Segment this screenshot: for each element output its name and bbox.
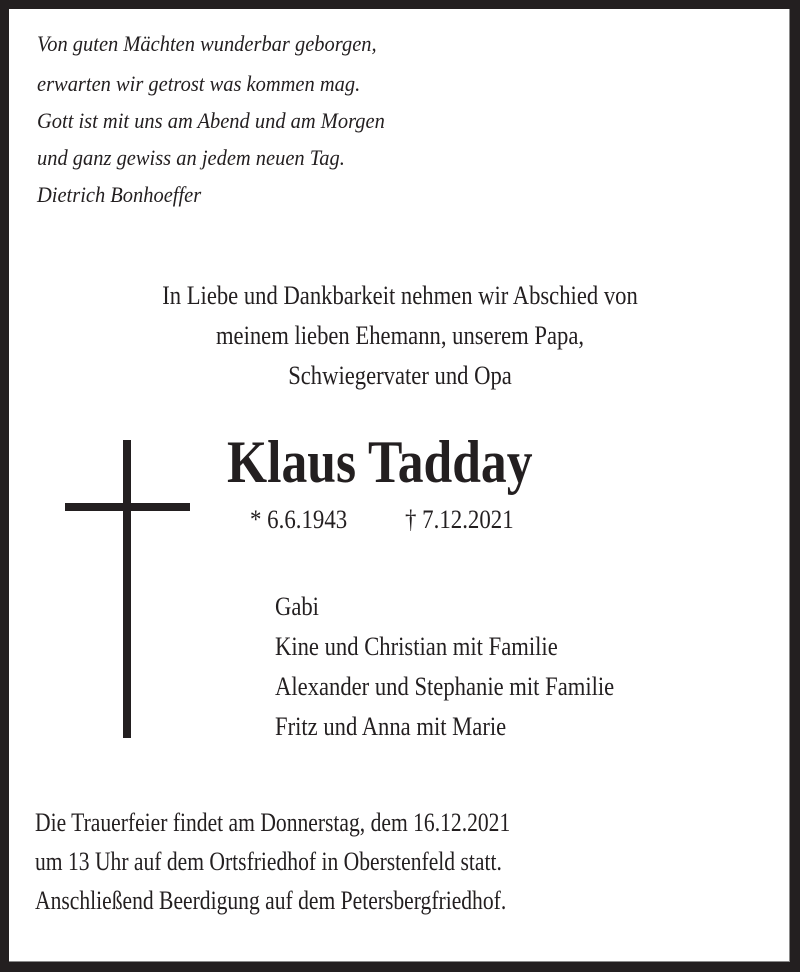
mourner: Fritz und Anna mit Marie [275, 712, 507, 741]
death-date: † 7.12.2021 [405, 505, 514, 534]
intro-line: Schwiegervater und Opa [288, 361, 512, 390]
quote-line: Gott ist mit uns am Abend und am Morgen [37, 108, 385, 133]
funeral-line: Die Trauerfeier findet am Donnerstag, dem 16.12.2021 [35, 808, 511, 837]
intro-line: In Liebe und Dankbarkeit nehmen wir Abschied von [162, 281, 638, 310]
mourner: Gabi [275, 592, 319, 621]
intro-line: meinem lieben Ehemann, unserem Papa, [215, 321, 585, 350]
quote-line: erwarten wir getrost was kommen mag. [37, 71, 361, 96]
mourner: Alexander und Stephanie mit Familie [275, 672, 615, 701]
quote-author: Dietrich Bonhoeffer [37, 182, 202, 207]
quote-line: und ganz gewiss an jedem neuen Tag. [37, 145, 345, 170]
birth-date: * 6.6.1943 [250, 505, 348, 534]
funeral-line: um 13 Uhr auf dem Ortsfriedhof in Oberstenfeld statt. [35, 847, 502, 876]
cross-horizontal-bar [65, 503, 190, 511]
funeral-line: Anschließend Beerdigung auf dem Petersbergfriedhof. [35, 886, 507, 915]
cross-vertical-bar [123, 440, 131, 738]
quote-line: Von guten Mächten wunderbar geborgen, [37, 31, 377, 56]
mourner: Kine und Christian mit Familie [275, 632, 558, 661]
deceased-name: Klaus Tadday [227, 429, 533, 495]
